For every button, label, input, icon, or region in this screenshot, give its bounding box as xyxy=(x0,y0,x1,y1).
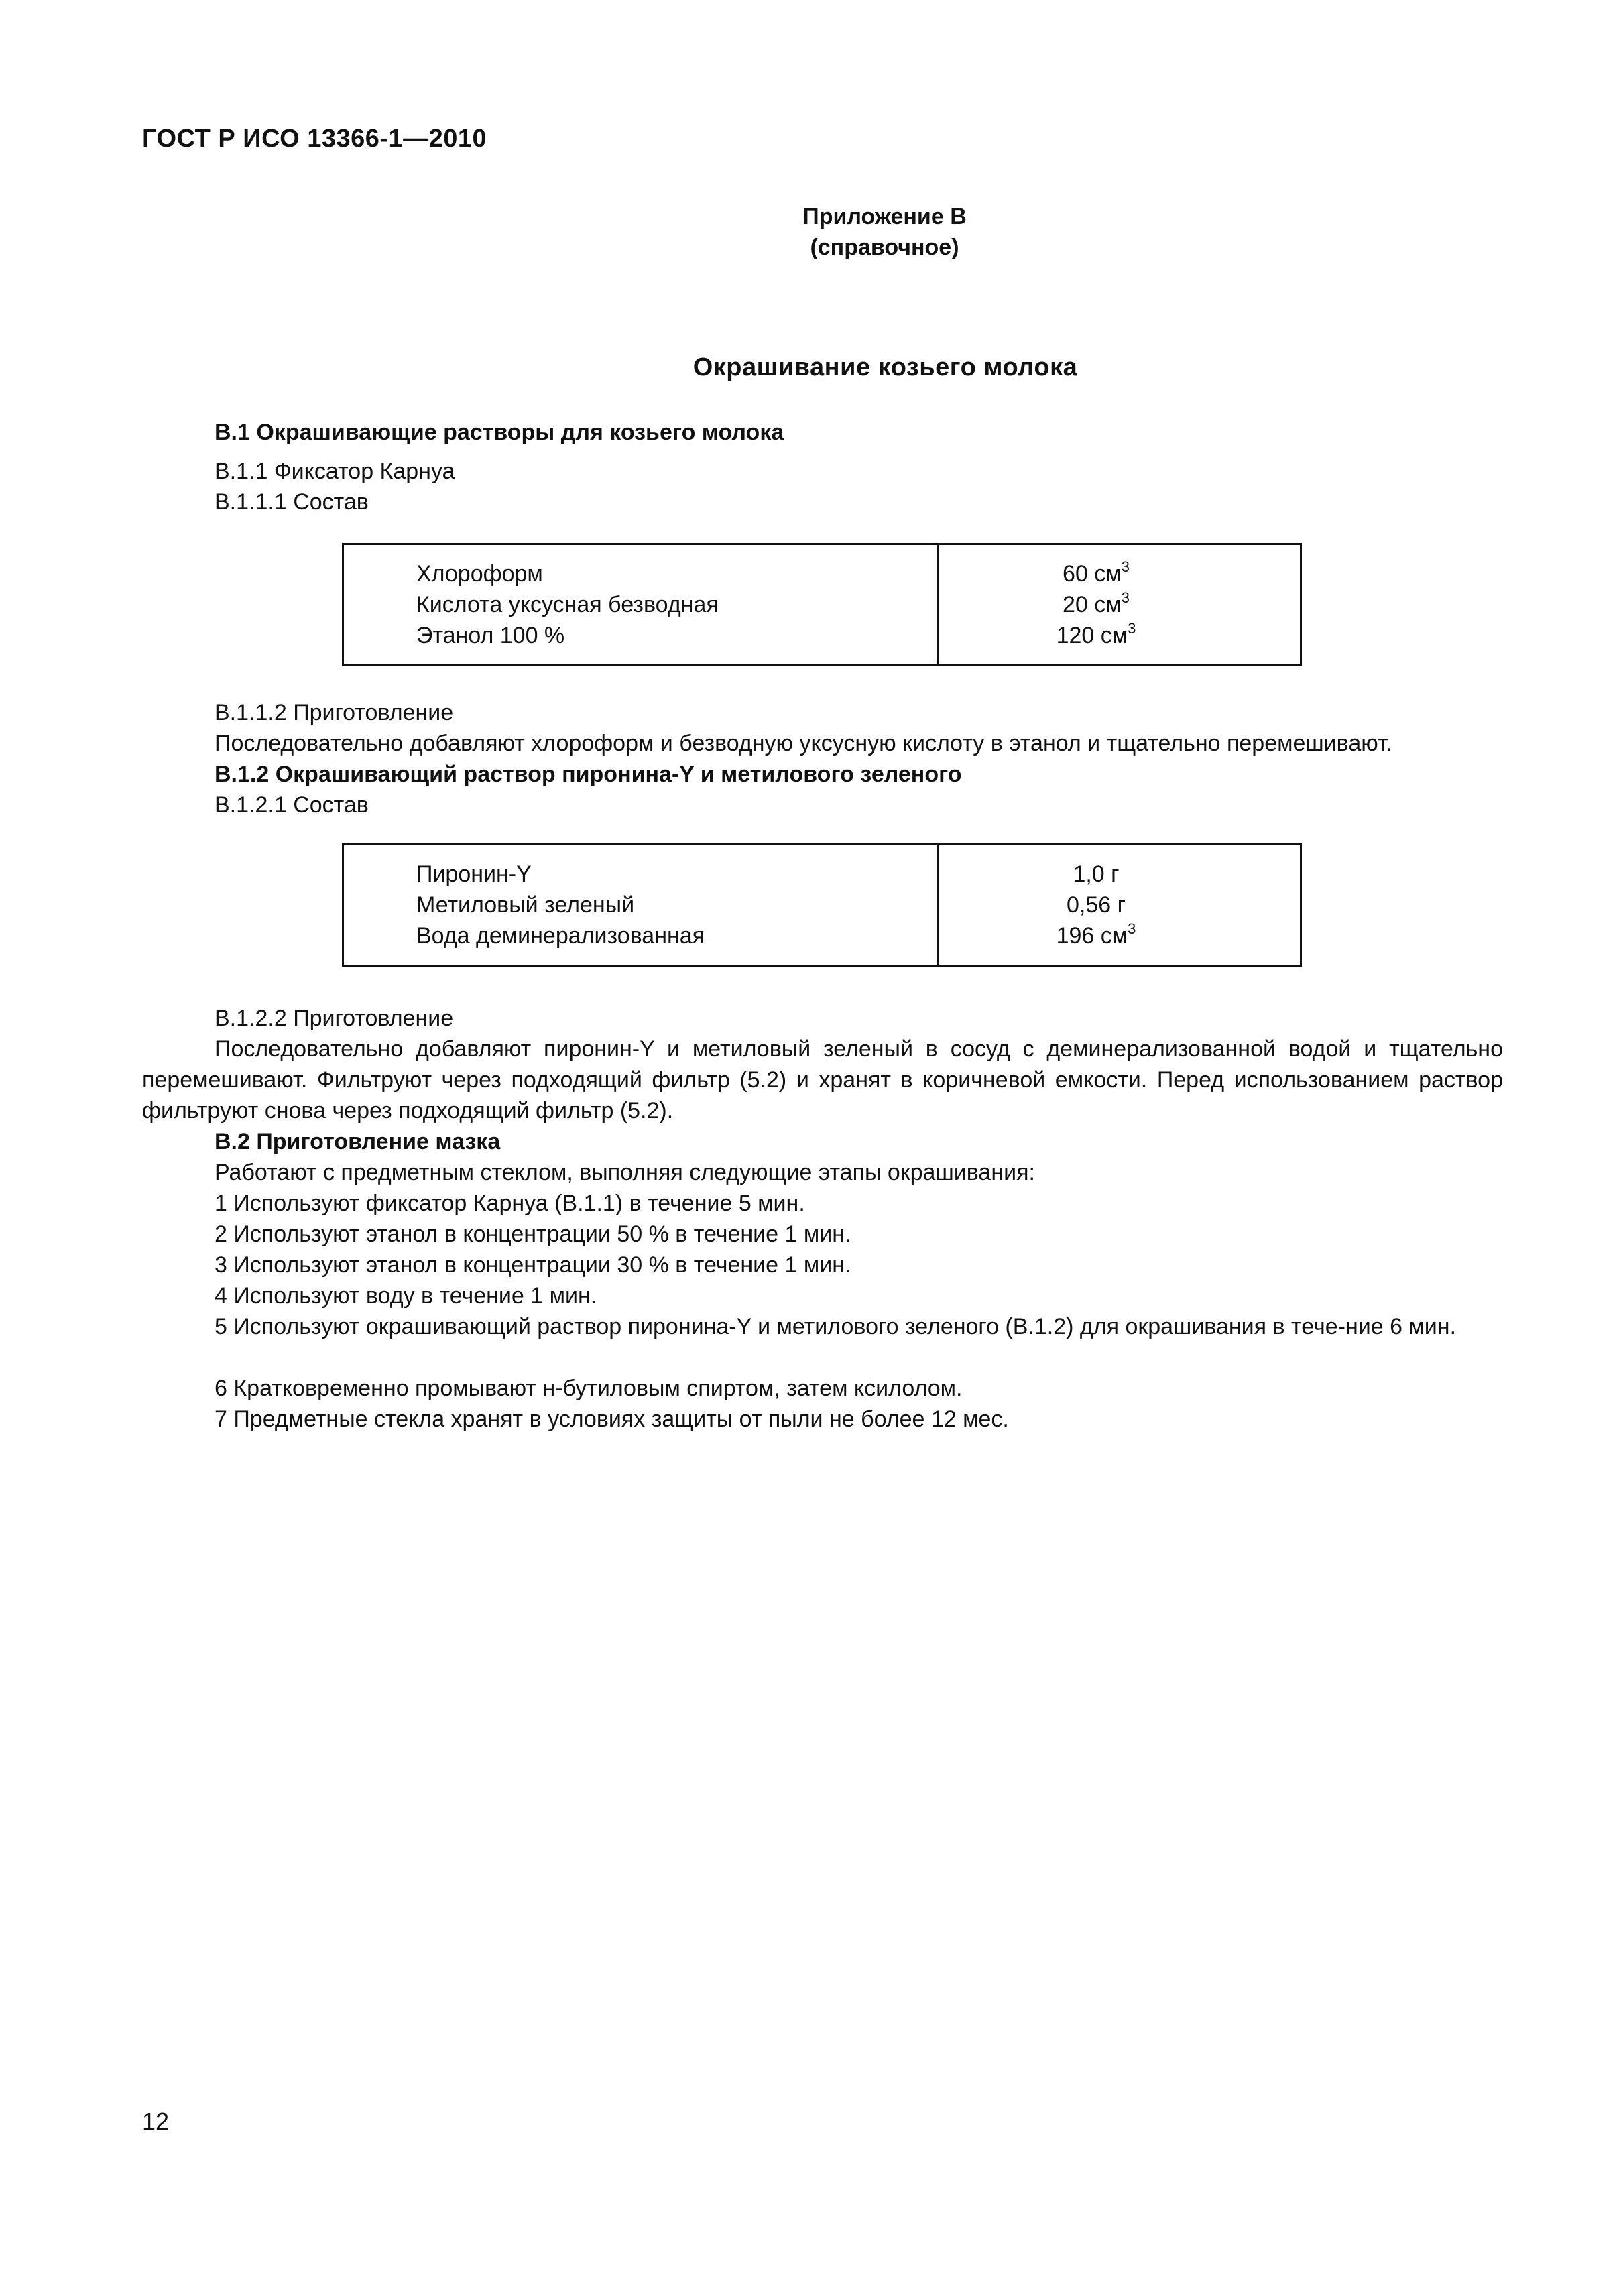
heading-b1-2: В.1.2 Окрашивающий раствор пиронина-Y и метилового зеленого xyxy=(215,762,962,787)
table-2-value-column xyxy=(939,845,1300,965)
table-2-row-value: 196 $см^3$ xyxy=(1056,920,1136,949)
section-title: Окрашивание козьего молока xyxy=(693,353,1078,381)
table-2-name-column xyxy=(344,845,939,965)
paragraph-b2-intro: Работают с предметным стеклом, выполняя следующие этапы окрашивания: xyxy=(215,1160,1035,1185)
list-item: 1 Используют фиксатор Карнуа (В.1.1) в течение 5 мин. xyxy=(215,1191,805,1216)
table-2-row-name: Вода деминерализованная xyxy=(416,923,705,949)
list-item: 4 Используют воду в течение 1 мин. xyxy=(215,1283,597,1309)
table-1-row-value: 20 $см^3$ xyxy=(1063,589,1130,617)
heading-b1: В.1 Окрашивающие растворы для козьего молока xyxy=(215,420,784,445)
subheading-b1-1-1: В.1.1.1 Состав xyxy=(215,489,369,515)
list-item: 7 Предметные стекла хранят в условиях защиты от пыли не более 12 мес. xyxy=(215,1406,1009,1432)
table-2-row-name: Метиловый зеленый xyxy=(416,892,635,918)
table-1-row-value: 60 $см^3$ xyxy=(1063,558,1130,587)
page-number: 12 xyxy=(142,2108,170,2135)
document-id: ГОСТ Р ИСО 13366-1—2010 xyxy=(142,125,487,153)
subheading-b1-2-1: В.1.2.1 Состав xyxy=(215,792,369,818)
subheading-b1-1: В.1.1 Фиксатор Карнуа xyxy=(215,459,455,484)
list-item: 3 Используют этанол в концентрации 30 % в течение 1 мин. xyxy=(215,1252,851,1278)
heading-b2: В.2 Приготовление мазка xyxy=(215,1129,501,1154)
list-item: 2 Используют этанол в концентрации 50 % в течение 1 мин. xyxy=(215,1221,851,1247)
table-2-row-value: 1,0 г xyxy=(1073,861,1120,887)
list-item: 6 Кратковременно промывают н-бутиловым спиртом, затем ксилолом. xyxy=(215,1376,963,1401)
table-1-row-name: Хлороформ xyxy=(416,561,543,587)
annex-title: Приложение В xyxy=(802,204,967,229)
annex-heading xyxy=(0,201,1623,263)
table-1-row-name: Этанол 100 % xyxy=(416,623,565,648)
table-2-row-name: Пиронин-Y xyxy=(416,861,532,887)
composition-table-1 xyxy=(342,543,1302,666)
subheading-b1-2-2: В.1.2.2 Приготовление xyxy=(215,1006,454,1031)
table-1-name-column xyxy=(344,545,939,664)
annex-subtitle: (справочное) xyxy=(810,235,959,260)
list-item: 5 Используют окрашивающий раствор пиронина-Y и метилового зеленого (В.1.2) для окрашивания в тече-ние 6 мин. xyxy=(215,1314,1457,1339)
table-1-row-name: Кислота уксусная безводная xyxy=(416,592,719,617)
table-2-row-value: 0,56 г xyxy=(1066,892,1126,918)
composition-table-2 xyxy=(342,843,1302,967)
table-1-row-value: 120 $см^3$ xyxy=(1056,620,1136,648)
paragraph-b1-2-2: Последовательно добавляют пиронин-Y и метиловый зеленый в сосуд с деминерализованной водой и тщательно перемешивают. Фильтруют через подходящий фильтр (5.2) и хранят в коричневой емкости. Перед использованием раствор фильтруют снова через подходящий фильтр (5.2). xyxy=(142,1036,1503,1124)
paragraph-b1-1-2: Последовательно добавляют хлороформ и безводную уксусную кислоту в этанол и тщательно перемешивают. xyxy=(215,731,1392,756)
subheading-b1-1-2: В.1.1.2 Приготовление xyxy=(215,700,454,725)
table-1-value-column xyxy=(939,545,1300,664)
